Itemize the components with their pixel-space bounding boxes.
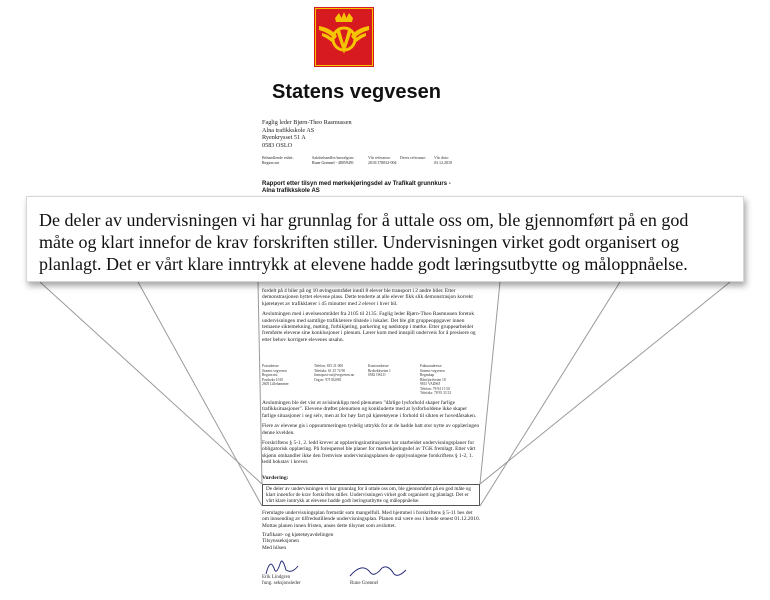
reference-our-ref: Vår referanse: 2010/178032-004 [368, 155, 397, 165]
reference-your-ref: Deres referanse: [400, 155, 427, 160]
brand-name: Statens vegvesen [272, 81, 441, 103]
closing-block: Trafikant- og kjøretøyavdelingen Tilsynsseksjonen Med hilsen [262, 532, 334, 551]
signature-name: Rune Grønnel [350, 581, 379, 586]
paragraph: Avslutningen ble det vist et avisinnklipp med plenumen "dårlige lysforhold skaper farlige trafikksituasjoner". Elevene drøftet plenumen og konkluderte med at lysforholdene ikke skaper farlige situasjoner i seg selv, men at for høy fart på kjøretøyene i forhold til sikten er hovedårsaken. [262, 400, 477, 419]
statens-vegvesen-logo-icon [313, 6, 375, 68]
footer-invoice-address: Fakturaadresse Statens vegvesen Regnskap Båtsfjordveien 18 9815 VADSØ Telefon: 78 94 15 50 Telefaks: 78 95 33 52 [420, 364, 452, 395]
footer-postal-address: Postadresse Statens vegvesen Region øst Postboks 1010 2605 Lillehammer [262, 364, 289, 386]
signature-rune-icon [348, 560, 408, 582]
enlarged-quote-callout [26, 196, 744, 282]
address-line: Ryenkrysset 51 A [262, 134, 306, 142]
paragraph: fordelt på 4 biler på og 10 øvingsområdet inntil 8 elever ble transport i 2 andre biler. Etter demonstrasjonen byttet elevene plass. Dette tenderte at alle elever fikk slik demonstrasjon korrekt kjøretøyet av trafikklærer i 45 minutter med 2 elever i hver bil. [262, 288, 473, 307]
reference-our-date: Vår dato: 03.12.2010 [434, 155, 452, 165]
address-line: Alna trafikkskole AS [262, 126, 315, 134]
paragraph: Forskriftens § 5-1, 2. ledd krever at opplæringsinstitusjoner har utarbeidet undervisningsplaner for obligatorisk opplæring. På forespørsel ble planer for mørkekjøringsdel av TGK fremlagt. Etter vårt skjønn omhandler ikke den fremviste undervisningsplanen de opplysningene forskriftens § 1-2, 1. ledd bokstav i krever. [262, 440, 476, 466]
footer-office-address: Kontoradresse Brobekkveien 1 0582 OSLO [368, 364, 391, 377]
callout-line: måte og klart innefor de krav forskriften stiller. Undervisningen virket godt organisert og [39, 232, 680, 252]
reference-handling-unit: Behandlende enhet: Region øst [262, 155, 294, 165]
signature-name: Erik Lindgren [262, 575, 291, 580]
address-line: 0583 OSLO [262, 141, 293, 149]
body-bottom [262, 510, 480, 529]
recipient-address [262, 119, 352, 149]
callout-line: planlagt. Det er vårt klare inntrykk at elevene hadde godt læringsutbytte og måloppnåelse. [39, 254, 688, 274]
signature-title: fung. seksjonsleder [262, 581, 301, 586]
paragraph: Flere av elevene gis i oppsummeringen tydelig uttrykk for at de hadde hatt stor nytte av opplæringen denne kvelden. [262, 423, 480, 436]
body-middle [262, 400, 480, 466]
verdict-label: Vurdering: [262, 475, 289, 481]
reference-case-officer: Saksbehandler/innvalgsnr: Rune Grønnel - 48059491 [312, 155, 355, 165]
verdict-box: De deler av undervisningen vi har grunnlag for å uttale oss om, ble gjennomført på en god måte og klart innenfor de krav forskriften stiller. Undervisningen virket godt organisert og planlagt. Det er vårt klare inntrykk at elevene hadde godt læringsutbytte og måloppnåelse. [262, 484, 480, 506]
address-line: Faglig leder Bjørn-Theo Rasmussen [262, 119, 352, 126]
paragraph: Avslutningen med i øvelsesområdet fra 2105 til 2135. Faglig leder Bjørn-Theo Rasmussen foretok undervisningen med samtlige trafiklærere tilstede i lokalet. Det ble gitt gruppeoppgaver innen temaene siktemekning, møting, forbikjøring, parkering og nødstopp i mørke. Etter gruppearbeidet fremførte elevene sine konklusjoner i plenum. Lærer kom med innspill underveis for å presisere og etter behov korrigere elevenes utsahn. [262, 311, 476, 343]
body-top [262, 288, 480, 343]
callout-line: De deler av undervisningen vi har grunnlag for å uttale oss om, ble gjennomført på en god [39, 210, 689, 230]
letter-subject: Rapport etter tilsyn med mørkekjøringsdel av Trafikalt grunnkurs - Alna trafikkskole AS [262, 181, 451, 194]
footer-contact: Telefon: 815 21 000 Telefaks: 61 25 74 90 firmapost-ost@vegvesen.no Org.nr: 971032081 [314, 364, 355, 382]
paragraph: Fremlagte undervisningsplan fremstår som mangelfull. Med hjemmel i forskriftens § 5-11 bes det om innsending av tilfredsstillende undervisningsplan. Planen må være oss i hende senest 01.12.2010. Mottas planen innen fristen, anses dette tilsynet som avsluttet. [262, 510, 480, 529]
